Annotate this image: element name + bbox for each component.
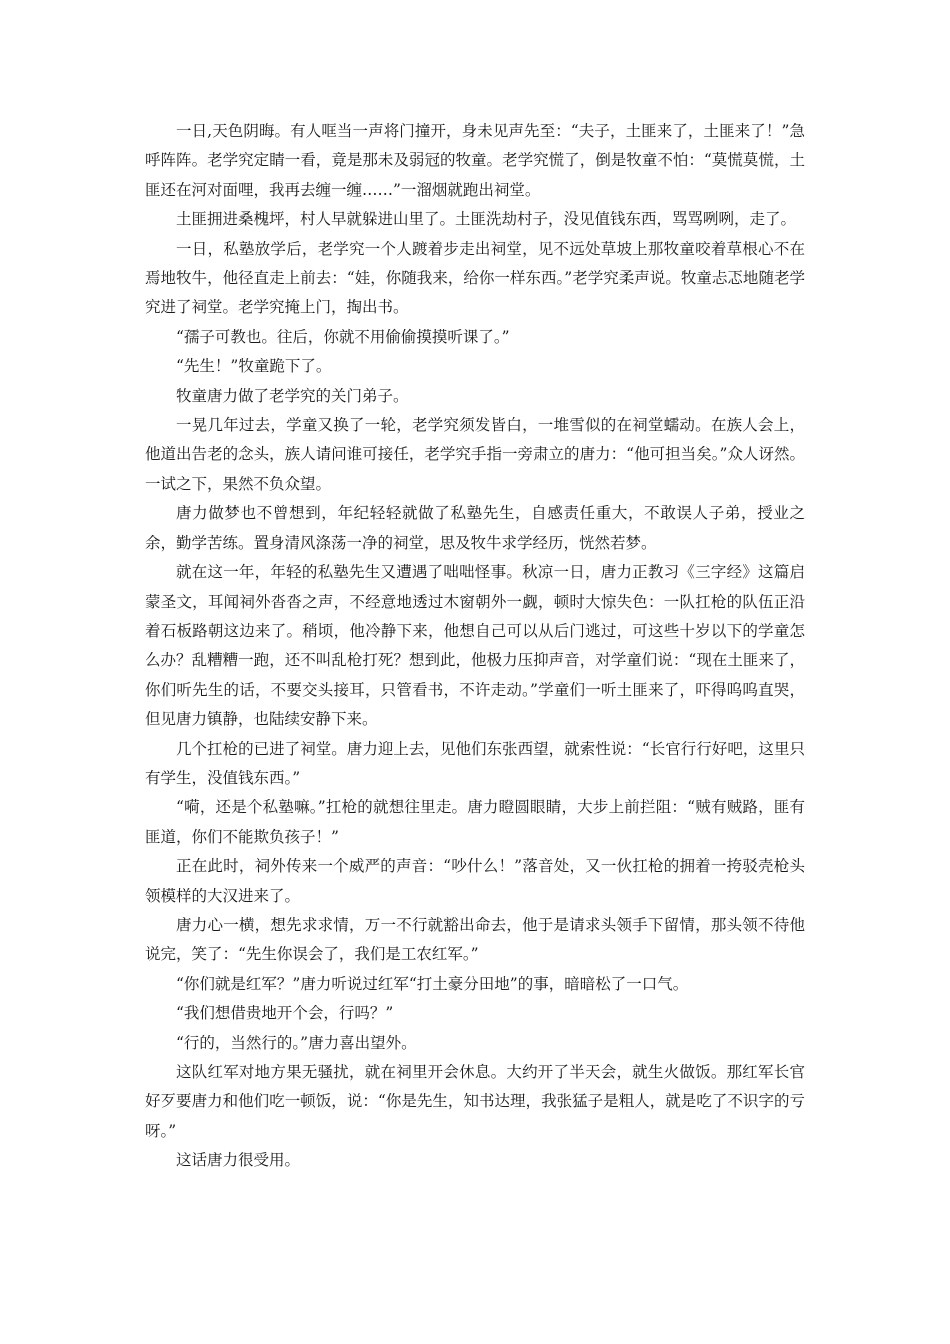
paragraph: “你们就是红军？”唐力听说过红军“打土豪分田地”的事，暗暗松了一口气。 xyxy=(176,974,689,993)
paragraph: 这队红军对地方果无骚扰，就在祠里开会休息。大约开了半天会，就生火做饭。那红军长官好歹要唐力和他们吃一顿饭，说：“你是先生，知书达理，我张猛子是粗人，就是吃了不识字的亏呀。” xyxy=(145,1063,805,1140)
paragraph: 几个扛枪的已进了祠堂。唐力迎上去，见他们东张西望，就索性说：“长官行行好吧，这里只有学生，没值钱东西。” xyxy=(145,739,805,787)
paragraph: 牧童唐力做了老学究的关门弟子。 xyxy=(176,386,409,405)
paragraph: 一日,天色阴晦。有人哐当一声将门撞开，身未见声先至：“夫子，土匪来了，土匪来了！”急呼阵阵。老学究定睛一看，竟是那未及弱冠的牧童。老学究慌了，倒是牧童不怕：“莫慌莫慌，土匪还在河对面哩，我再去缠一缠……”一溜烟就跑出祠堂。 xyxy=(145,122,805,199)
paragraph: 这话唐力很受用。 xyxy=(176,1151,301,1170)
paragraph: 土匪拥进桑槐坪，村人早就躲进山里了。土匪洗劫村子，没见值钱东西，骂骂咧咧，走了。 xyxy=(176,210,797,229)
paragraph: 唐力做梦也不曾想到，年纪轻轻就做了私塾先生，自感责任重大，不敢误人子弟，授业之余，勤学苦练。置身清风涤荡一净的祠堂，思及牧牛求学经历，恍然若梦。 xyxy=(145,504,805,552)
paragraph: 一晃几年过去，学童又换了一轮，老学究须发皆白，一堆雪似的在祠堂蠕动。在族人会上，他道出告老的念头，族人请问谁可接任，老学究手指一旁肃立的唐力：“他可担当矣。”众人讶然。一试之下，果然不负众望。 xyxy=(145,416,805,493)
paragraph: 唐力心一横，想先求求情，万一不行就豁出命去，他于是请求头领手下留情，那头领不待他说完，笑了：“先生你误会了，我们是工农红军。” xyxy=(145,915,805,964)
paragraph: 一日，私塾放学后，老学究一个人踱着步走出祠堂，见不远处草坡上那牧童咬着草根心不在焉地牧牛，他径直走上前去：“娃，你随我来，给你一样东西。”老学究柔声说。牧童忐忑地随老学究进了祠堂。老学究掩上门，掏出书。 xyxy=(145,239,805,317)
paragraph: “嗬，还是个私塾嘛。”扛枪的就想往里走。唐力瞪圆眼睛，大步上前拦阻：“贼有贼路，匪有匪道，你们不能欺负孩子！” xyxy=(145,798,805,846)
document-body xyxy=(145,117,805,1176)
paragraph: 正在此时，祠外传来一个威严的声音：“吵什么！”落音处，又一伙扛枪的拥着一挎驳壳枪头领模样的大汉进来了。 xyxy=(145,857,805,905)
paragraph: “行的，当然行的。”唐力喜出望外。 xyxy=(176,1033,417,1052)
paragraph: 就在这一年，年轻的私塾先生又遭遇了咄咄怪事。秋凉一日，唐力正教习《三字经》这篇启蒙圣文，耳闻祠外沓沓之声，不经意地透过木窗朝外一觑，顿时大惊失色：一队扛枪的队伍正沿着石板路朝这边来了。稍顷，他冷静下来，他想自己可以从后门逃过，可这些十岁以下的学童怎么办？乱糟糟一跑，还不叫乱枪打死？想到此，他极力压抑声音，对学童们说：“现在土匪来了，你们听先生的话，不要交头接耳，只管看书，不许走动。”学童们一听土匪来了，吓得呜呜直哭，但见唐力镇静，也陆续安静下来。 xyxy=(145,563,805,729)
paragraph: “我们想借贵地开个会，行吗？” xyxy=(176,1004,394,1023)
paragraph: “先生！”牧童跪下了。 xyxy=(176,357,332,376)
paragraph: “孺子可教也。往后，你就不用偷偷摸摸听课了。” xyxy=(176,327,510,346)
